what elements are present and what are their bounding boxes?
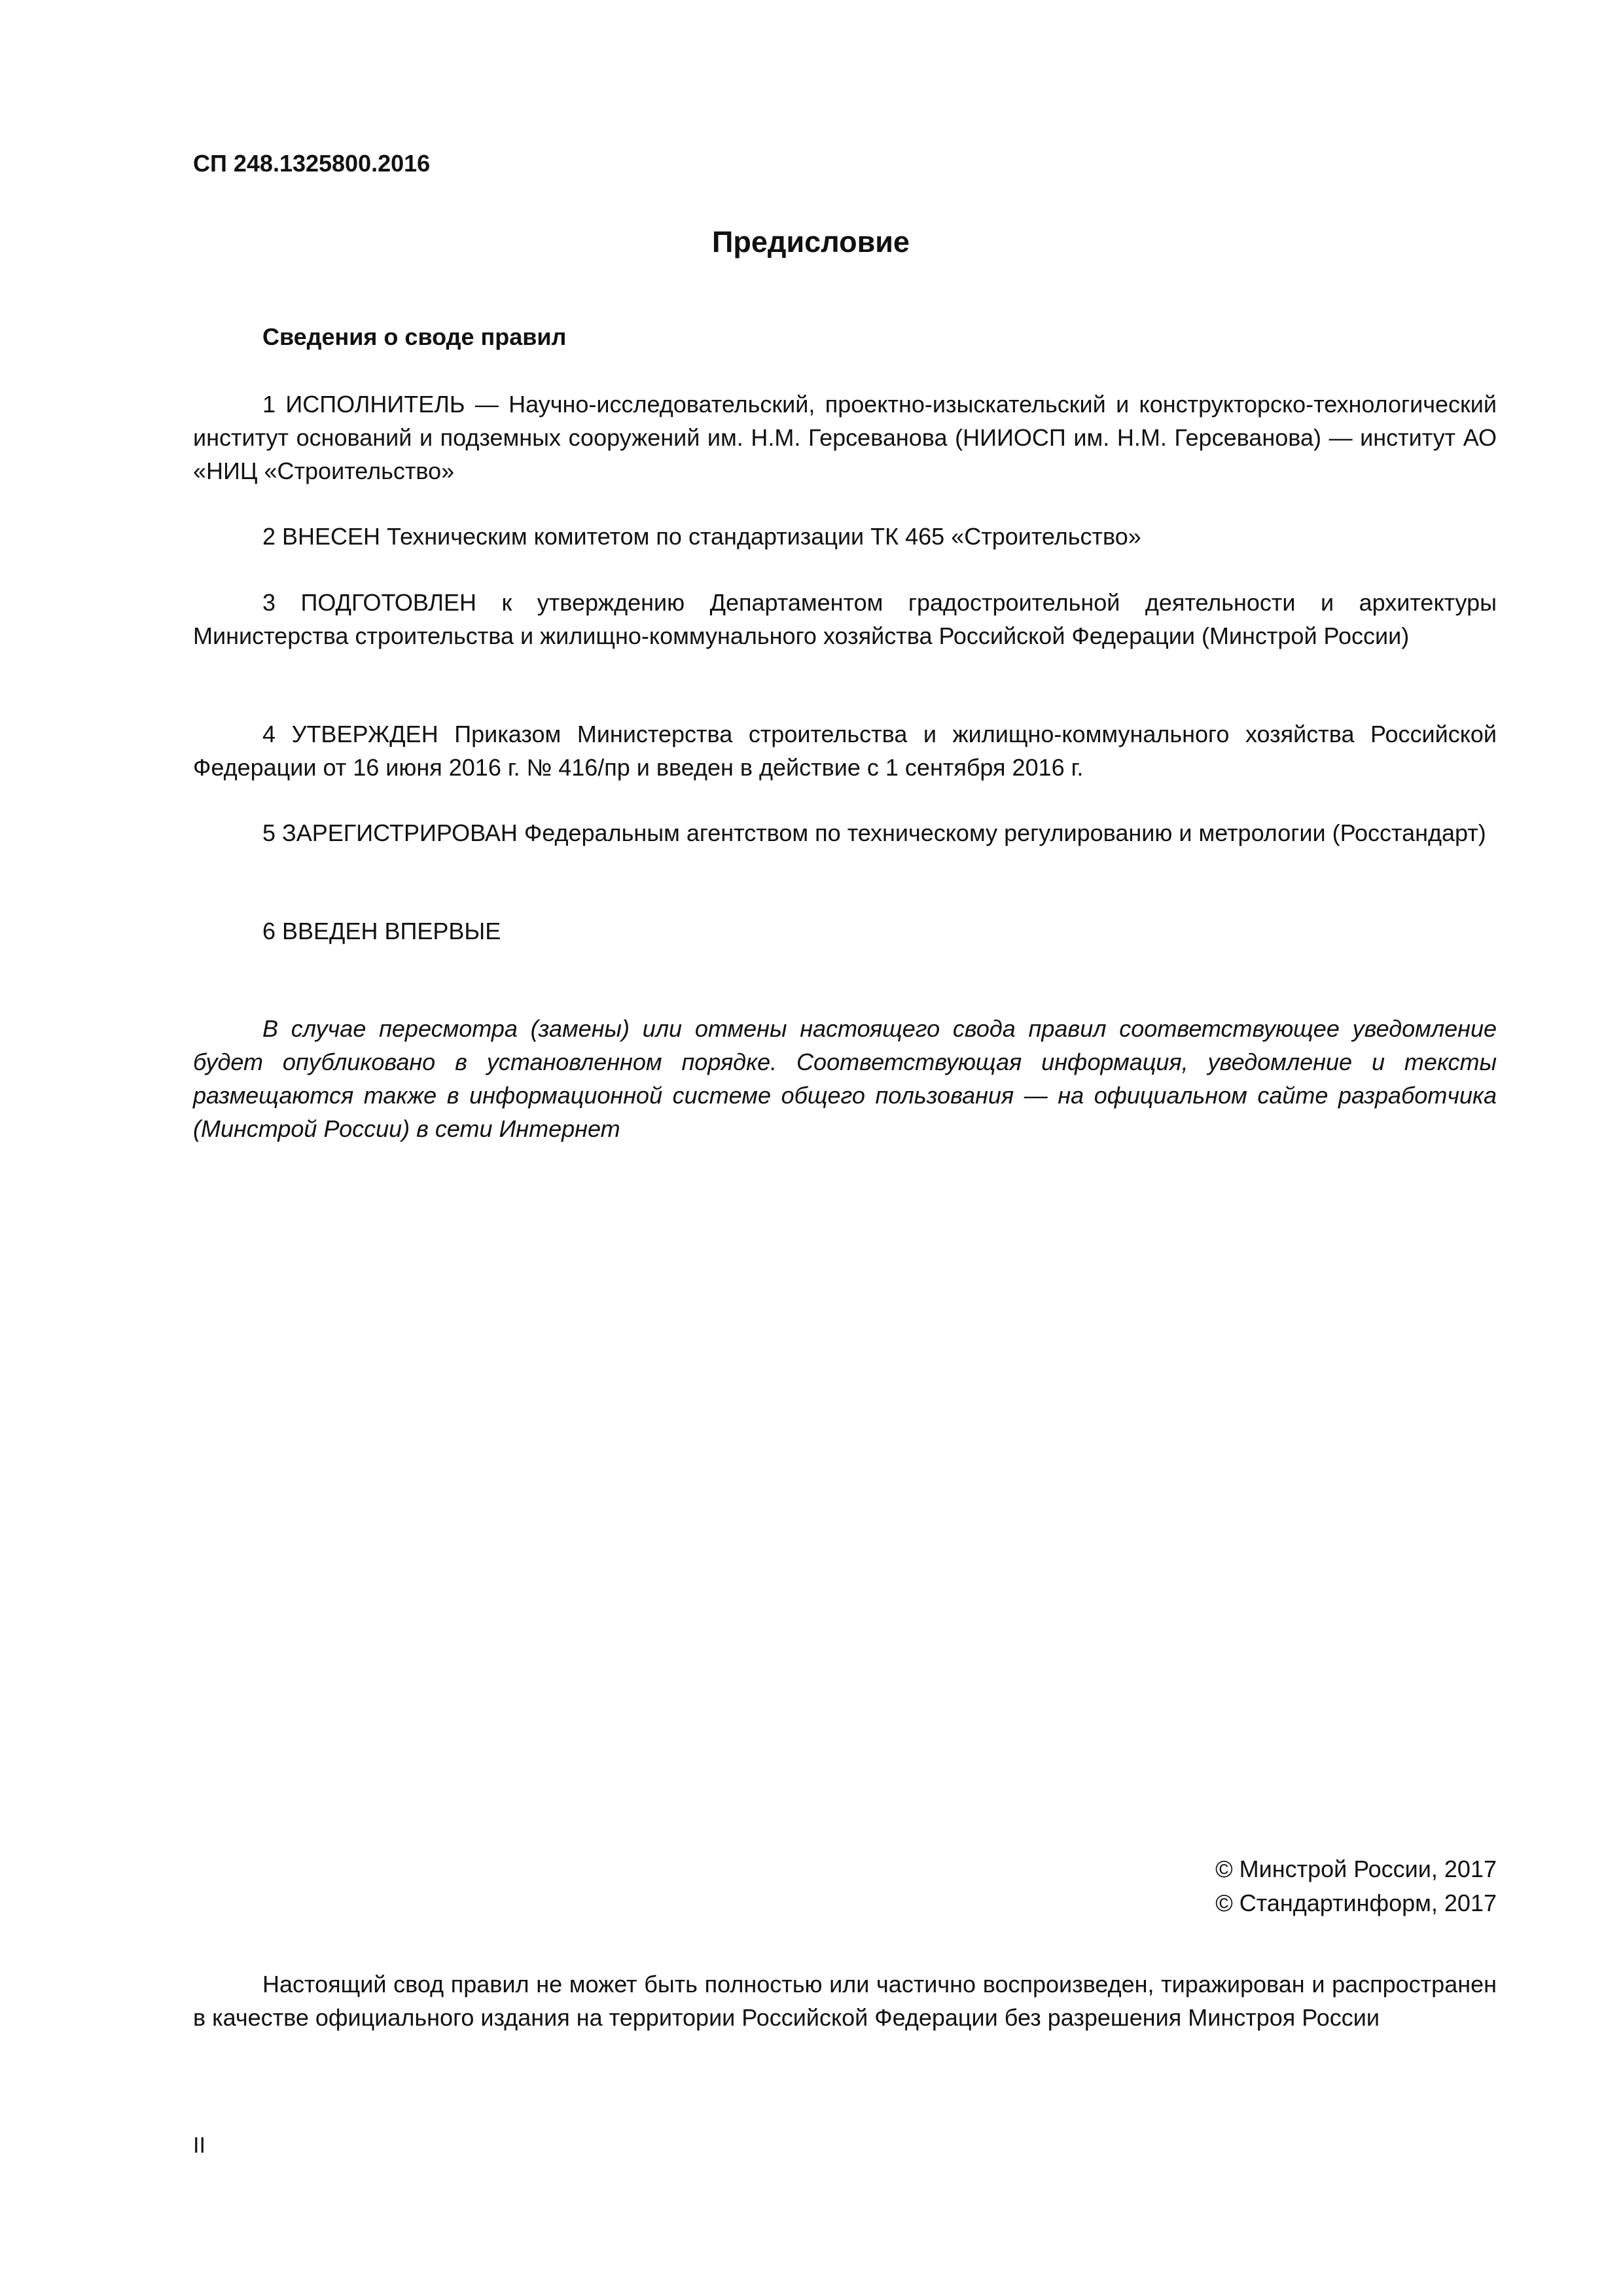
section-heading: Сведения о своде правил — [262, 323, 567, 350]
reproduction-notice: Настоящий свод правил не может быть полностью или частично воспроизведен, тиражирован и распространен в качестве официального издания на территории Российской Федерации без разрешения Минстроя России — [193, 1971, 1497, 2031]
preface-item: 4 УТВЕРЖДЕН Приказом Министерства строительства и жилищно-коммунального хозяйства Российской Федерации от 16 июня 2016 г. № 416/пр и введен в действие с 1 сентября 2016 г. — [193, 721, 1497, 781]
preface-item: 6 ВВЕДЕН ВПЕРВЫЕ — [262, 918, 501, 944]
preface-item: 3 ПОДГОТОВЛЕН к утверждению Департаментом градостроительной деятельности и архитектуры Министерства строительства и жилищно-коммунального хозяйства Российской Федерации (Минстрой России) — [193, 589, 1497, 649]
copyright-line: © Минстрой России, 2017 — [1215, 1856, 1497, 1882]
copyright-block — [1215, 1852, 1497, 1920]
preface-item: 1 ИСПОЛНИТЕЛЬ — Научно-исследовательский, проектно-изыскательский и конструкторско-технологический институт оснований и подземных сооружений им. Н.М. Герсеванова (НИИОСП им. Н.М. Герсеванова) — институт АО «НИЦ «Строительство» — [193, 391, 1497, 484]
document-code: СП 248.1325800.2016 — [193, 150, 431, 177]
page-title: Предисловие — [712, 225, 910, 259]
preface-item: 5 ЗАРЕГИСТРИРОВАН Федеральным агентством по техническому регулированию и метрологии (Росстандарт) — [262, 819, 1486, 846]
copyright-line: © Стандартинформ, 2017 — [1215, 1890, 1497, 1916]
page-number: II — [193, 2133, 205, 2158]
preface-item: 2 ВНЕСЕН Техническим комитетом по стандартизации ТК 465 «Строительство» — [262, 523, 1141, 550]
revision-notice: В случае пересмотра (замены) или отмены настоящего свода правил соответствующее уведомление будет опубликовано в установленном порядке. Соответствующая информация, уведомление и тексты размещаются также в информационной системе общего пользования — на официальном сайте разработчика (Минстрой России) в сети Интернет — [193, 1015, 1497, 1142]
